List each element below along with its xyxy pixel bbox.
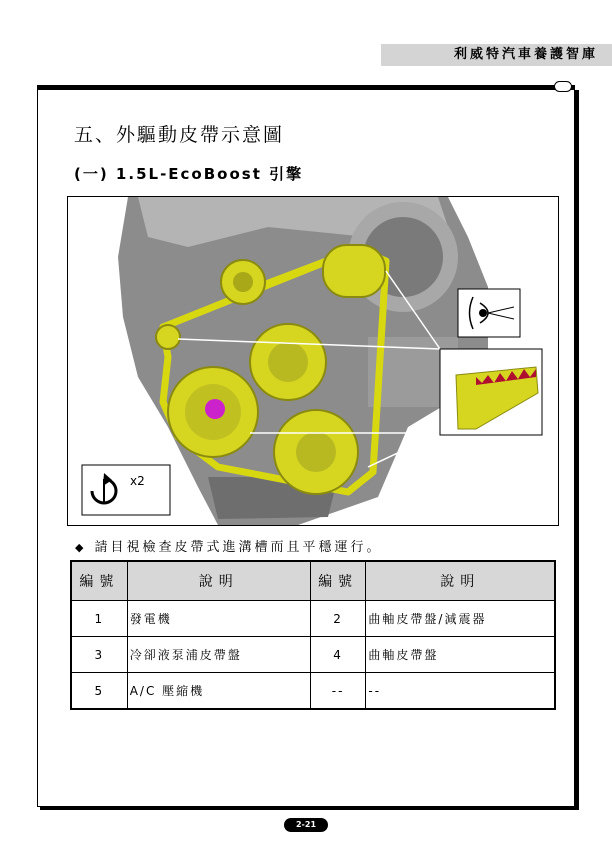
table-row <box>71 673 555 710</box>
rotation-callout <box>82 465 170 515</box>
ac-compressor-pulley-hub <box>296 432 336 472</box>
component-table <box>70 560 556 710</box>
sub-title: (一) 1.5L-EcoBoost 引擎 <box>74 165 304 183</box>
coolant-pump-pulley-hub <box>268 342 308 382</box>
row-number: 5 <box>71 673 127 710</box>
section-title: 五、外驅動皮帶示意圖 <box>74 124 285 146</box>
alternator-pulley <box>323 245 385 297</box>
idler-pulley-top-hub <box>233 272 253 292</box>
tensioner-pulley <box>156 325 180 349</box>
corner-badge <box>554 81 572 92</box>
header-description-1: 說明 <box>127 561 310 601</box>
header-description-2: 說明 <box>366 561 555 601</box>
row-number: 1 <box>71 601 127 637</box>
table-header-row <box>71 561 555 601</box>
page-number: 2-21 <box>284 818 328 832</box>
crankshaft-bolt <box>205 399 225 419</box>
row-description: 曲軸皮帶盤/減震器 <box>366 601 555 637</box>
bullet-diamond: ◆ <box>75 541 87 554</box>
header-number-1: 編號 <box>71 561 127 601</box>
rotation-count-label: x2 <box>130 474 145 488</box>
frame-bottom-shadow <box>40 806 579 810</box>
engine-belt-illustration <box>68 197 558 525</box>
table-row <box>71 637 555 673</box>
inspection-note <box>75 536 382 555</box>
header-number-2: 編號 <box>310 561 366 601</box>
inspection-note-text: 請目視檢查皮帶式進溝槽而且平穩運行。 <box>94 540 383 555</box>
frame-right-shadow <box>575 90 579 810</box>
row-description: -- <box>366 673 555 710</box>
row-description: 發電機 <box>127 601 310 637</box>
row-number: 2 <box>310 601 366 637</box>
row-description: A/C 壓縮機 <box>127 673 310 710</box>
row-number: 3 <box>71 637 127 673</box>
header-brand: 利威特汽車養護智庫 <box>381 44 612 66</box>
row-description: 曲軸皮帶盤 <box>366 637 555 673</box>
row-number: 4 <box>310 637 366 673</box>
table-row <box>71 601 555 637</box>
engine-belt-figure <box>67 196 559 526</box>
row-number: -- <box>310 673 366 710</box>
row-description: 冷卻液泵浦皮帶盤 <box>127 637 310 673</box>
